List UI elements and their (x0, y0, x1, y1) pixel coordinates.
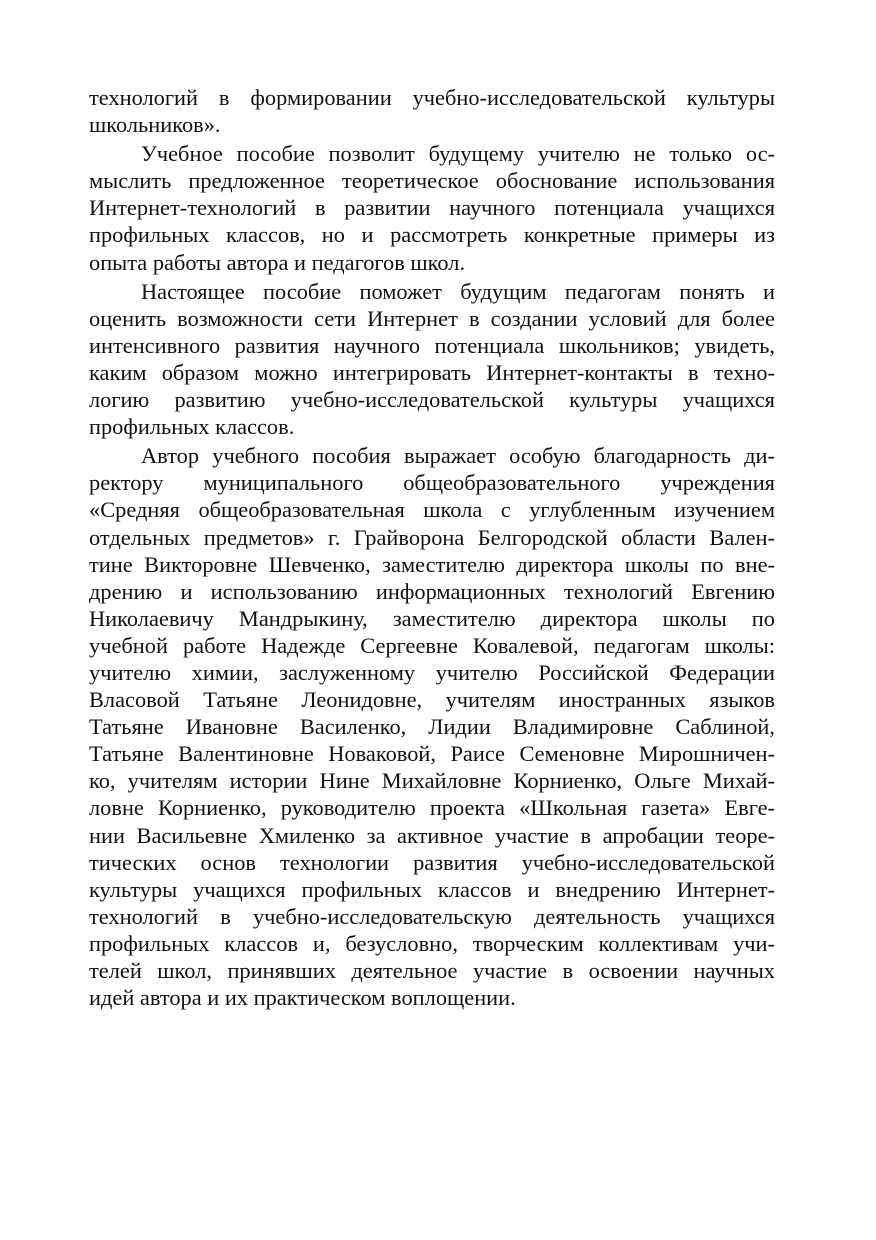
text-line: технологий в учебно-исследовательскую деятельность учащихся (89, 903, 775, 929)
text-line: интенсивного развития научного потенциала школьников; увидеть, (89, 332, 775, 358)
text-line: идей автора и их практическом воплощении. (89, 985, 516, 1011)
text-line: ко, учителям истории Нине Михайловне Корниенко, Ольге Михай- (89, 768, 775, 794)
text-line: ловне Корниенко, руководителю проекта «Школьная газета» Евге- (89, 795, 775, 821)
text-line: опыта работы автора и педагогов школ. (89, 249, 466, 275)
text-line: дрению и использованию информационных технологий Евгению (89, 578, 775, 604)
text-line: Власовой Татьяне Леонидовне, учителям иностранных языков (89, 687, 775, 713)
paragraph (89, 442, 775, 1011)
text-line: Автор учебного пособия выражает особую благодарность ди- (141, 443, 775, 469)
text-line: Николаевичу Мандрыкину, заместителю директора школы по (89, 605, 775, 631)
text-line: отдельных предметов» г. Грайворона Белгородской области Вален- (89, 524, 775, 550)
text-line: школьников». (89, 112, 221, 138)
text-line: профильных классов и, безусловно, творческим коллективам учи- (89, 930, 775, 956)
text-line: Интернет-технологий в развитии научного потенциала учащихся (89, 195, 775, 221)
text-line: технологий в формировании учебно-исследовательской культуры (89, 85, 775, 110)
text-line: Учебное пособие позволит будущему учителю не только ос- (141, 141, 775, 167)
text-line: ректору муниципального общеобразовательного учреждения (89, 470, 775, 496)
text-line: профильных классов, но и рассмотреть конкретные примеры из (89, 222, 775, 248)
text-line: оценить возможности сети Интернет в создании условий для более (89, 305, 775, 331)
paragraph (89, 140, 775, 275)
text-line: Татьяне Ивановне Василенко, Лидии Владимировне Саблиной, (89, 714, 775, 740)
text-line: логию развитию учебно-исследовательской культуры учащихся (89, 387, 775, 413)
text-line: «Средняя общеобразовательная школа с углубленным изучением (89, 497, 775, 523)
paragraph (89, 278, 775, 441)
text-line: Настоящее пособие поможет будущим педагогам понять и (141, 278, 775, 304)
text-line: каким образом можно интегрировать Интернет-контакты в техно- (89, 359, 775, 385)
text-line: культуры учащихся профильных классов и внедрению Интернет- (89, 876, 775, 902)
text-line: тине Викторовне Шевченко, заместителю директора школы по вне- (89, 551, 775, 577)
text-line: профильных классов. (89, 414, 295, 440)
paragraph (89, 84, 775, 138)
text-line: Татьяне Валентиновне Новаковой, Раисе Семеновне Мирошничен- (89, 741, 775, 767)
text-line: телей школ, принявших деятельное участие в освоении научных (89, 958, 775, 983)
body-text (89, 84, 775, 1011)
text-line: мыслить предложенное теоретическое обоснование использования (89, 168, 775, 194)
text-line: нии Васильевне Хмиленко за активное участие в апробации теоре- (89, 822, 775, 848)
text-line: учебной работе Надежде Сергеевне Ковалевой, педагогам школы: (89, 632, 775, 658)
text-line: учителю химии, заслуженному учителю Российской Федерации (89, 659, 775, 685)
text-line: тических основ технологии развития учебно-исследовательской (89, 849, 775, 875)
